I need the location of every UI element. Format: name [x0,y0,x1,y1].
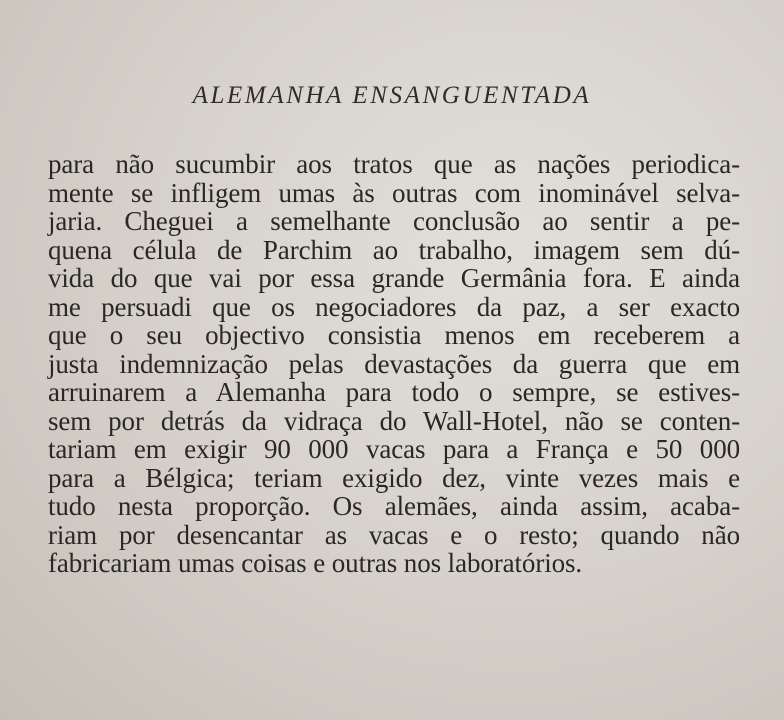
text-line: tudo nesta proporção. Os alemães, ainda assim, acaba- [48,491,740,521]
text-line: quena célula de Parchim ao trabalho, imagem sem dú- [48,234,740,265]
text-line: sem por detrás da vidraça do Wall-Hotel, não se conten- [48,405,740,436]
text-line: me persuadi que os negociadores da paz, a ser exacto [48,291,740,322]
text-line: para a Bélgica; teriam exigido dez, vinte vezes mais e [48,462,740,493]
text-line: tariam em exigir 90 000 vacas para a França e 50 000 [48,434,740,464]
text-line: vida do que vai por essa grande Germânia fora. E ainda [48,263,740,293]
running-head: ALEMANHA ENSANGUENTADA [192,82,592,109]
text-line: que o seu objectivo consistia menos em receberem a [48,320,740,350]
text-line: mente se infligem umas às outras com inominável selva- [48,177,740,208]
text-line: riam por desencantar as vacas e o resto; quando não [48,519,740,550]
text-line: justa indemnização pelas devastações da guerra que em [48,348,740,379]
text-line: para não sucumbir aos tratos que as nações periodica- [48,149,740,179]
text-line: jaria. Cheguei a semelhante conclusão ao sentir a pe- [48,206,740,236]
text-line: arruinarem a Alemanha para todo o sempre, se estives- [48,377,740,407]
text-line: fabricariam umas coisas e outras nos laboratórios. [48,548,583,578]
body-text [48,150,740,578]
